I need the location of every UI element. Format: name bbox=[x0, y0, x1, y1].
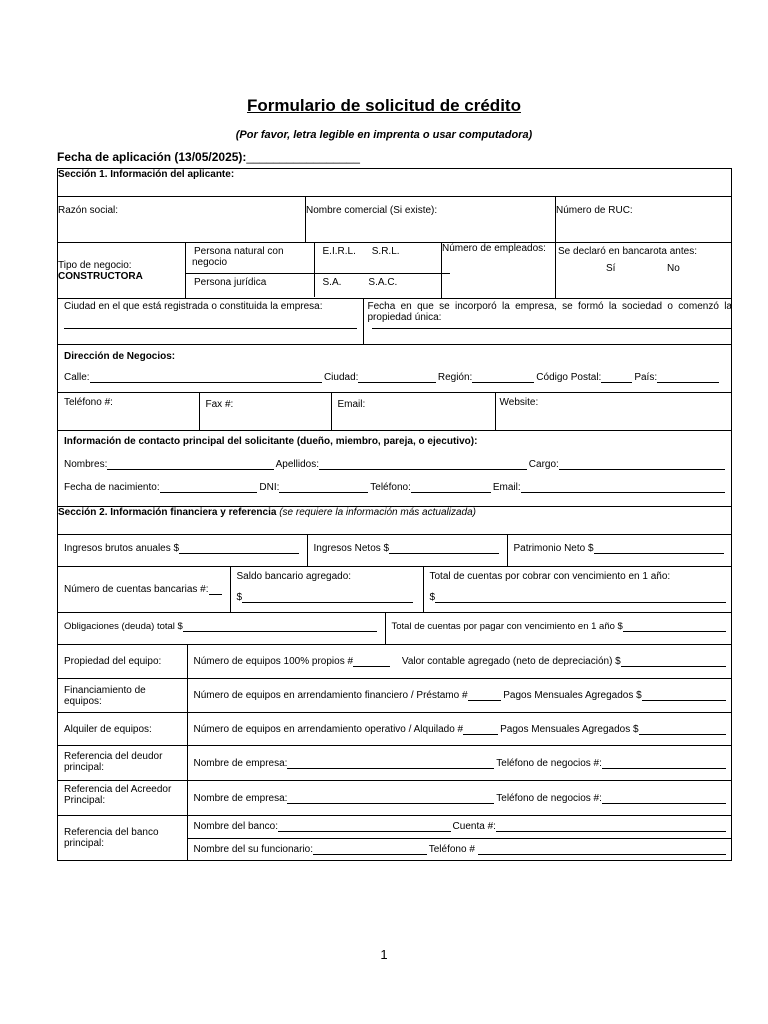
telefono-negocios-label: Teléfono de negocios #: bbox=[496, 792, 602, 804]
tipo-negocio-cell bbox=[58, 243, 186, 299]
nombre-funcionario-input[interactable] bbox=[313, 844, 427, 855]
ref-banco-row bbox=[58, 816, 732, 861]
obligaciones-input[interactable] bbox=[183, 621, 377, 632]
dollar-sign: $ bbox=[429, 592, 436, 603]
ingresos-row bbox=[58, 535, 732, 567]
calle-input[interactable] bbox=[90, 372, 322, 383]
fecha-incorporacion-label: Fecha en que se incorporó la empresa, se formó la sociedad o comenzó la propiedad única: bbox=[367, 301, 732, 323]
cuentas-cobrar-input[interactable] bbox=[435, 592, 726, 603]
pagos-mensuales-op-input[interactable] bbox=[639, 724, 726, 735]
contacto-empresa-row bbox=[58, 393, 732, 431]
banco-fields-bottom bbox=[187, 838, 732, 860]
nombre-funcionario-label: Nombre del su funcionario: bbox=[193, 843, 314, 855]
ingresos-netos-label: Ingresos Netos $ bbox=[313, 543, 390, 554]
sac-label: S.A.C. bbox=[368, 276, 398, 288]
cuentas-row bbox=[58, 567, 732, 613]
ref-deudor-label: Referencia del deudor principal: bbox=[64, 751, 163, 773]
ruc-label: Número de RUC: bbox=[556, 205, 633, 216]
obligaciones-field[interactable] bbox=[58, 613, 385, 644]
ingresos-brutos-field[interactable] bbox=[58, 535, 307, 566]
cuentas-bancarias-field[interactable] bbox=[58, 567, 230, 612]
region-label: Región: bbox=[437, 372, 473, 383]
razon-social-field[interactable]: Razón social: bbox=[58, 197, 306, 243]
nombre-banco-label: Nombre del banco: bbox=[193, 821, 278, 833]
pagos-mensuales-fin-input[interactable] bbox=[642, 690, 726, 701]
email-contacto-input[interactable] bbox=[521, 482, 725, 493]
telefono-banco-input[interactable] bbox=[478, 844, 726, 855]
tipo-negocio-label: Tipo de negocio: bbox=[58, 259, 132, 271]
registro-row bbox=[58, 299, 732, 345]
dollar-sign: $ bbox=[236, 592, 243, 603]
bancarrota-cell bbox=[556, 243, 732, 299]
codigo-postal-label: Código Postal: bbox=[536, 372, 602, 383]
saldo-bancario-field[interactable] bbox=[230, 567, 423, 612]
telefono-contacto-input[interactable] bbox=[411, 482, 491, 493]
acreedor-empresa-input[interactable] bbox=[287, 793, 494, 804]
application-date-label: Fecha de aplicación (13/05/2025): bbox=[57, 150, 247, 164]
alquiler-label: Alquiler de equipos: bbox=[64, 723, 152, 735]
valor-contable-input[interactable] bbox=[621, 656, 726, 667]
propiedad-equipo-label: Propiedad del equipo: bbox=[64, 656, 162, 667]
ref-deudor-fields bbox=[187, 746, 732, 780]
tipo-negocio-value: CONSTRUCTORA bbox=[58, 270, 143, 282]
nombre-empresa-label: Nombre de empresa: bbox=[193, 792, 288, 804]
fax-field[interactable]: Fax #: bbox=[199, 393, 331, 430]
page-number: 1 bbox=[380, 947, 388, 962]
ref-deudor-row bbox=[58, 746, 732, 781]
ingresos-brutos-label: Ingresos brutos anuales $ bbox=[64, 543, 180, 554]
email-contacto-label: Email: bbox=[492, 482, 521, 493]
tipo-persona-cell bbox=[186, 243, 442, 299]
codigo-postal-input[interactable] bbox=[601, 372, 632, 383]
eirl-label: E.I.R.L. bbox=[322, 246, 356, 257]
credit-application-form bbox=[57, 168, 732, 861]
telefono-contacto-label: Teléfono: bbox=[370, 482, 411, 493]
application-date-blank[interactable]: _________________ bbox=[246, 150, 360, 164]
numero-empleados-field[interactable]: Número de empleados: bbox=[442, 243, 556, 299]
saldo-bancario-input[interactable] bbox=[242, 592, 412, 603]
ingresos-netos-input[interactable] bbox=[389, 543, 498, 554]
srl-label: S.R.L. bbox=[371, 246, 400, 257]
ref-acreedor-row bbox=[58, 781, 732, 816]
equipos-arrendamiento-fin-label: Número de equipos en arrendamiento financiero / Préstamo # bbox=[193, 690, 468, 701]
valor-contable-label: Valor contable agregado (neto de depreciación) $ bbox=[401, 656, 621, 667]
form-title: Formulario de solicitud de crédito bbox=[247, 96, 521, 115]
fecha-incorporacion-line[interactable] bbox=[372, 328, 733, 329]
equipos-propios-input[interactable] bbox=[353, 656, 390, 667]
propiedad-equipo-row bbox=[58, 645, 732, 679]
sa-label: S.A. bbox=[322, 276, 342, 288]
cuenta-input[interactable] bbox=[496, 821, 726, 832]
pagos-mensuales-label: Pagos Mensuales Agregados $ bbox=[503, 690, 642, 701]
patrimonio-neto-field[interactable] bbox=[507, 535, 732, 566]
ingresos-brutos-input[interactable] bbox=[179, 543, 298, 554]
acreedor-telefono-input[interactable] bbox=[602, 793, 726, 804]
alquiler-fields bbox=[187, 713, 732, 745]
obligaciones-label: Obligaciones (deuda) total $ bbox=[64, 621, 183, 632]
pais-input[interactable] bbox=[657, 372, 719, 383]
contacto-heading: Información de contacto principal del solicitante (dueño, miembro, pareja, o ejecutivo): bbox=[64, 436, 478, 447]
alquiler-row bbox=[58, 713, 732, 746]
fecha-nacimiento-input[interactable] bbox=[160, 482, 258, 493]
propiedad-equipo-fields bbox=[187, 645, 732, 678]
ciudad-input[interactable] bbox=[358, 372, 435, 383]
sociedad-options-bottom bbox=[314, 273, 450, 297]
cargo-label: Cargo: bbox=[528, 459, 559, 470]
deudor-telefono-input[interactable] bbox=[602, 758, 726, 769]
direccion-negocios-block bbox=[58, 345, 732, 393]
email-field[interactable]: Email: bbox=[331, 393, 495, 430]
financiamiento-row bbox=[58, 679, 732, 713]
si-label: Sí bbox=[606, 263, 616, 274]
ciudad-label: Ciudad: bbox=[323, 372, 359, 383]
nombre-empresa-label: Nombre de empresa: bbox=[193, 757, 288, 769]
pais-label: País: bbox=[634, 372, 658, 383]
cuentas-bancarias-input[interactable] bbox=[209, 584, 222, 595]
cuentas-cobrar-field[interactable] bbox=[423, 567, 732, 612]
pagos-mensuales-label: Pagos Mensuales Agregados $ bbox=[500, 723, 639, 735]
telefono-negocios-label: Teléfono de negocios #: bbox=[496, 757, 602, 769]
telefono-field[interactable]: Teléfono #: bbox=[64, 397, 113, 408]
patrimonio-neto-label: Patrimonio Neto $ bbox=[513, 543, 594, 554]
section2-note: (se requiere la información más actualizada) bbox=[279, 507, 476, 518]
equipos-arrendamiento-op-label: Número de equipos en arrendamiento operativo / Alquilado # bbox=[193, 723, 464, 735]
dni-input[interactable] bbox=[279, 482, 368, 493]
equipos-propios-label: Número de equipos 100% propios # bbox=[193, 656, 354, 667]
persona-juridica-label: Persona jurídica bbox=[194, 276, 267, 288]
cargo-input[interactable] bbox=[559, 459, 725, 470]
direccion-heading: Dirección de Negocios: bbox=[64, 351, 176, 362]
bancarrota-label: Se declaró en bancarota antes: bbox=[558, 246, 697, 257]
apellidos-input[interactable] bbox=[319, 459, 527, 470]
equipos-arrendamiento-fin-input[interactable] bbox=[468, 690, 502, 701]
no-label: No bbox=[667, 263, 680, 274]
banco-fields-top bbox=[187, 816, 732, 838]
ruc-field[interactable] bbox=[556, 197, 732, 243]
ciudad-registro-field[interactable] bbox=[58, 299, 363, 344]
financiamiento-label: Financiamiento de equipos: bbox=[64, 685, 146, 707]
persona-natural-label: Persona natural con negocio bbox=[192, 246, 284, 268]
nombre-banco-input[interactable] bbox=[278, 821, 451, 832]
ingresos-netos-field[interactable] bbox=[307, 535, 507, 566]
cuenta-label: Cuenta #: bbox=[452, 821, 496, 833]
cuentas-pagar-input[interactable] bbox=[623, 621, 726, 632]
nombres-input[interactable] bbox=[107, 459, 273, 470]
cuentas-cobrar-label: Total de cuentas por cobrar con vencimiento en 1 año: bbox=[429, 571, 671, 582]
ciudad-registro-label: Ciudad en el que está registrada o constituida la empresa: bbox=[64, 301, 323, 312]
fecha-nacimiento-label: Fecha de nacimiento: bbox=[64, 482, 160, 493]
fecha-incorporacion-field[interactable] bbox=[363, 299, 732, 344]
equipos-arrendamiento-op-input[interactable] bbox=[463, 724, 498, 735]
sociedad-options-top bbox=[314, 243, 450, 273]
region-input[interactable] bbox=[472, 372, 534, 383]
ciudad-registro-line[interactable] bbox=[64, 328, 357, 329]
persona-juridica-option[interactable] bbox=[186, 273, 314, 297]
nombres-label: Nombres: bbox=[64, 459, 108, 470]
section2-title: Sección 2. Información financiera y referencia bbox=[58, 507, 277, 518]
cuentas-pagar-label: Total de cuentas por pagar con vencimiento en 1 año $ bbox=[391, 621, 623, 632]
section1-heading: Sección 1. Información del aplicante: bbox=[58, 169, 732, 197]
nombre-comercial-field[interactable]: Nombre comercial (Si existe): bbox=[306, 197, 556, 243]
calle-label: Calle: bbox=[64, 372, 90, 383]
application-date bbox=[57, 150, 360, 164]
patrimonio-neto-input[interactable] bbox=[594, 543, 724, 554]
deudor-empresa-input[interactable] bbox=[287, 758, 494, 769]
ref-acreedor-label: Referencia del Acreedor Principal: bbox=[64, 784, 172, 806]
ref-banco-label: Referencia del banco principal: bbox=[64, 827, 159, 849]
telefono-banco-label: Teléfono # bbox=[428, 843, 475, 855]
saldo-bancario-label: Saldo bancario agregado: bbox=[236, 571, 352, 582]
section2-heading bbox=[58, 507, 732, 535]
contacto-principal-block bbox=[58, 431, 732, 507]
cuentas-pagar-field[interactable] bbox=[385, 613, 732, 644]
cuentas-bancarias-label: Número de cuentas bancarias #: bbox=[64, 584, 209, 595]
persona-natural-option[interactable] bbox=[186, 243, 314, 273]
website-field[interactable]: Website: bbox=[495, 393, 732, 430]
form-subtitle: (Por favor, letra legible en imprenta o usar computadora) bbox=[235, 129, 533, 141]
apellidos-label: Apellidos: bbox=[275, 459, 319, 470]
dni-label: DNI: bbox=[259, 482, 280, 493]
ref-acreedor-fields bbox=[187, 781, 732, 815]
financiamiento-fields bbox=[187, 679, 732, 712]
obligaciones-row bbox=[58, 613, 732, 645]
